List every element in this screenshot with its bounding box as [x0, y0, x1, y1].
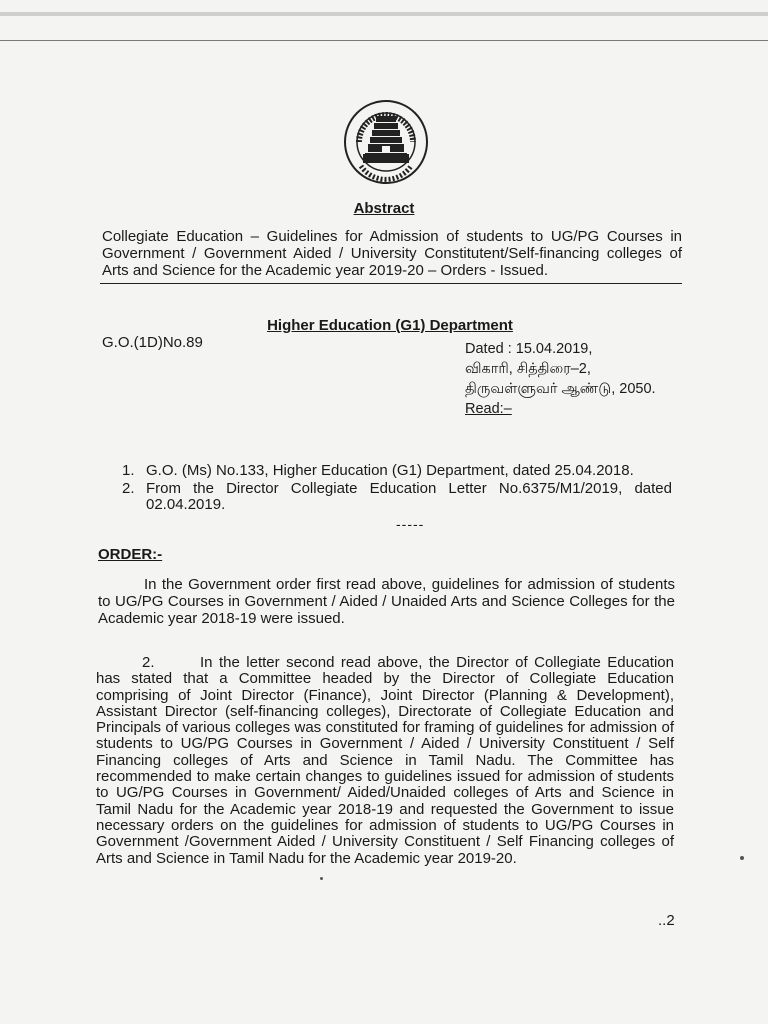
reference-number: 1. — [122, 462, 135, 479]
abstract-title: Abstract — [353, 200, 415, 217]
reference-number: 2. — [122, 480, 135, 497]
reference-text: From the Director Collegiate Education Letter No.6375/M1/2019, dated 02.04.2019. — [146, 480, 672, 513]
go-number: G.O.(1D)No.89 — [102, 334, 203, 351]
paragraph-2-text: In the letter second read above, the Director of Collegiate Education has stated that a Committee headed by the Director of Collegiate Education comprising of Joint Director (Finance), Joint Director (Planning & Development), Assistant Director (self-financing colleges), Directorate of Collegiate Education and Principals of various colleges was constituted for framing of guidelines for admission of students to UG/PG Courses in Government / Aided / University Constituent / Self Financing colleges of Arts and Science in Tamil Nadu. The Committee has recommended to make certain changes to guidelines issued for admission of students to UG/PG Courses in Government/ Aided/Unaided colleges of Arts and Science in Tamil Nadu for the Academic year 2018-19 and requested the Government to issue necessary orders on the guidelines for admission of students to UG/PG Courses in Government /Government Aided / University Constituent / Self Financing colleges of Arts and Science in Tamil Nadu for the Academic year 2019-20. — [96, 654, 674, 867]
abstract-underline — [100, 283, 682, 284]
references-list — [122, 463, 672, 515]
read-label: Read:– — [465, 401, 512, 417]
reference-text: G.O. (Ms) No.133, Higher Education (G1) Department, dated 25.04.2018. — [146, 462, 634, 479]
reference-item — [122, 463, 672, 479]
scan-edge-band — [0, 12, 768, 16]
separator-dashes: ----- — [396, 516, 425, 532]
abstract-body: Collegiate Education – Guidelines for Admission of students to UG/PG Courses in Government / Government Aided / University Constitutent/Self-financing colleges of Arts and Science for the Academic year 2019-20 – Orders - Issued. — [102, 228, 682, 279]
tamil-date-line-1: விகாரி, சித்திரை–2, — [465, 361, 591, 377]
department-title: Higher Education (G1) Department — [267, 317, 513, 334]
scan-speck — [740, 856, 744, 860]
page-number: ..2 — [658, 912, 675, 929]
order-paragraph-1: In the Government order first read above, guidelines for admission of students to UG/PG Courses in Government / Aided / Unaided Arts and Science Colleges for the Academic year 2018-19 were issued. — [98, 576, 675, 627]
scan-speck — [320, 877, 323, 880]
paragraph-number: 2. — [142, 654, 155, 671]
dated-line: Dated : 15.04.2019, — [465, 341, 593, 357]
reference-item — [122, 481, 672, 513]
order-paragraph-2 — [96, 655, 674, 867]
tamil-date-line-2: திருவள்ளுவர் ஆண்டு, 2050. — [465, 381, 656, 397]
scan-edge-line — [0, 40, 768, 41]
dated-block — [465, 339, 656, 419]
tamil-nadu-emblem-icon — [343, 96, 429, 188]
order-heading: ORDER:- — [98, 546, 163, 563]
